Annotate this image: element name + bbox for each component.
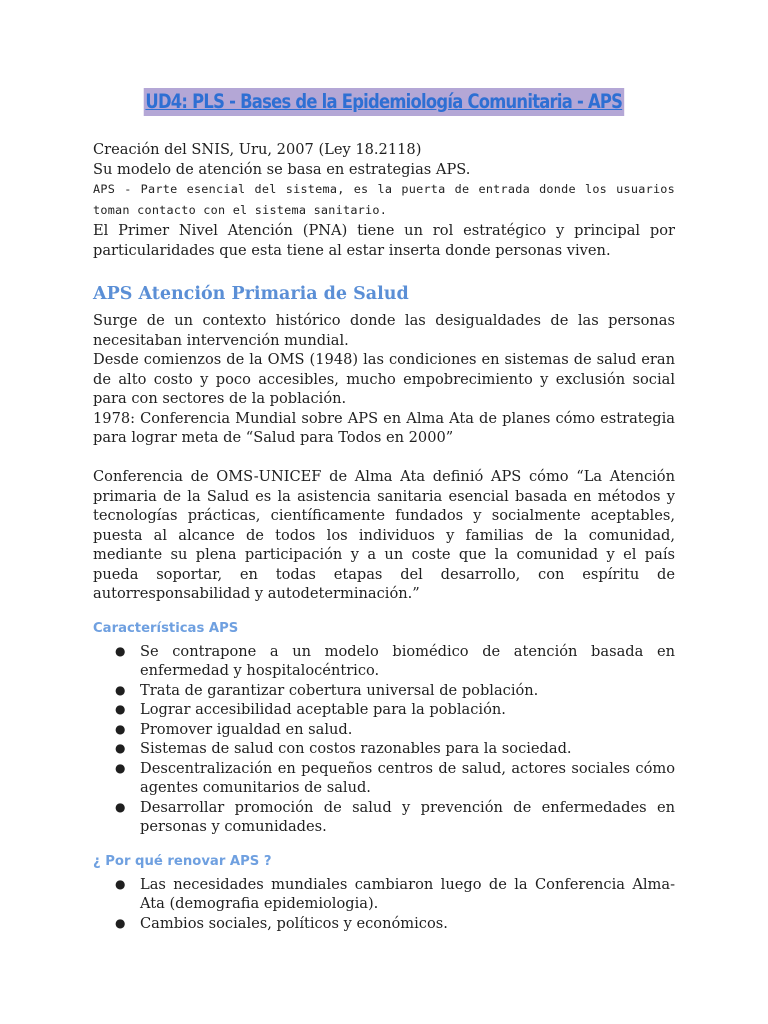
list-item: ● Las necesidades mundiales cambiaron luego de la Conferencia Alma-Ata (demografia epidemiologia). bbox=[115, 875, 675, 912]
aps-paragraph-3: 1978: Conferencia Mundial sobre APS en Alma Ata de planes cómo estrategia para lograr meta de “Salud para Todos en 2000” bbox=[93, 409, 675, 446]
intro-line-snis: Creación del SNIS, Uru, 2007 (Ley 18.2118) bbox=[93, 141, 422, 158]
title-wrap bbox=[93, 88, 675, 116]
bullet-icon: ● bbox=[115, 721, 126, 736]
aps-section-heading: APS Atención Primaria de Salud bbox=[93, 284, 409, 304]
bullet-icon: ● bbox=[115, 915, 126, 930]
list-item: ● Trata de garantizar cobertura universal de población. bbox=[115, 681, 539, 699]
bullet-icon: ● bbox=[115, 799, 126, 814]
bullet-icon: ● bbox=[115, 876, 126, 891]
aps-paragraph-4: Conferencia de OMS-UNICEF de Alma Ata definió APS cómo “La Atención primaria de la Salud es la asistencia sanitaria esencial basada en métodos y tecnologías prácticas, científicamente fundados y socialmente aceptables, puesta al alcance de todos los individuos y familias de la comunidad, mediante su plena participación y a un coste que la comunidad y el país pueda soportar, en todas etapas del desarrollo, con espíritu de autorresponsabilidad y autodeterminación.” bbox=[93, 468, 675, 602]
list-item: ● Cambios sociales, políticos y económicos. bbox=[115, 914, 448, 932]
list-item: ● Desarrollar promoción de salud y prevención de enfermedades en personas y comunidades. bbox=[115, 798, 675, 835]
list-item: ● Lograr accesibilidad aceptable para la población. bbox=[115, 701, 506, 718]
list-item: ● Sistemas de salud con costos razonables para la sociedad. bbox=[115, 740, 572, 757]
paragraph-gap bbox=[93, 448, 675, 468]
intro-line-modelo: Su modelo de atención se basa en estrategias APS. bbox=[93, 160, 471, 178]
bullet-icon: ● bbox=[115, 702, 126, 716]
bullet-icon: ● bbox=[115, 682, 126, 697]
renovar-heading: ¿ Por qué renovar APS ? bbox=[93, 853, 272, 869]
list-item: ● Promover igualdad en salud. bbox=[115, 720, 353, 738]
aps-paragraph-2: Desde comienzos de la OMS (1948) las condiciones en sistemas de salud eran de alto costo y poco accesibles, mucho empobrecimiento y exclusión social para con sectores de la población. bbox=[93, 351, 675, 407]
aps-paragraph-1: Surge de un contexto histórico donde las desigualdades de las personas necesitaban intervención mundial. bbox=[93, 312, 675, 349]
intro-pna: El Primer Nivel Atención (PNA) tiene un rol estratégico y principal por particularidades que esta tiene al estar inserta donde personas viven. bbox=[93, 222, 675, 259]
renovar-list bbox=[93, 875, 675, 934]
document-page bbox=[93, 88, 675, 933]
bullet-icon: ● bbox=[115, 741, 126, 755]
bullet-icon: ● bbox=[115, 760, 126, 775]
list-item: ● Descentralización en pequeños centros de salud, actores sociales cómo agentes comunitarios de salud. bbox=[115, 759, 675, 796]
caracteristicas-heading: Características APS bbox=[93, 620, 239, 636]
document-title: UD4: PLS - Bases de la Epidemiología Comunitaria - APS bbox=[144, 88, 624, 116]
list-item: ● Se contrapone a un modelo biomédico de atención basada en enfermedad y hospitalocéntrico. bbox=[115, 642, 675, 679]
bullet-icon: ● bbox=[115, 643, 126, 658]
caracteristicas-list bbox=[93, 642, 675, 837]
intro-aps-mono: APS - Parte esencial del sistema, es la puerta de entrada donde los usuarios toman contacto con el sistema sanitario. bbox=[93, 182, 675, 217]
